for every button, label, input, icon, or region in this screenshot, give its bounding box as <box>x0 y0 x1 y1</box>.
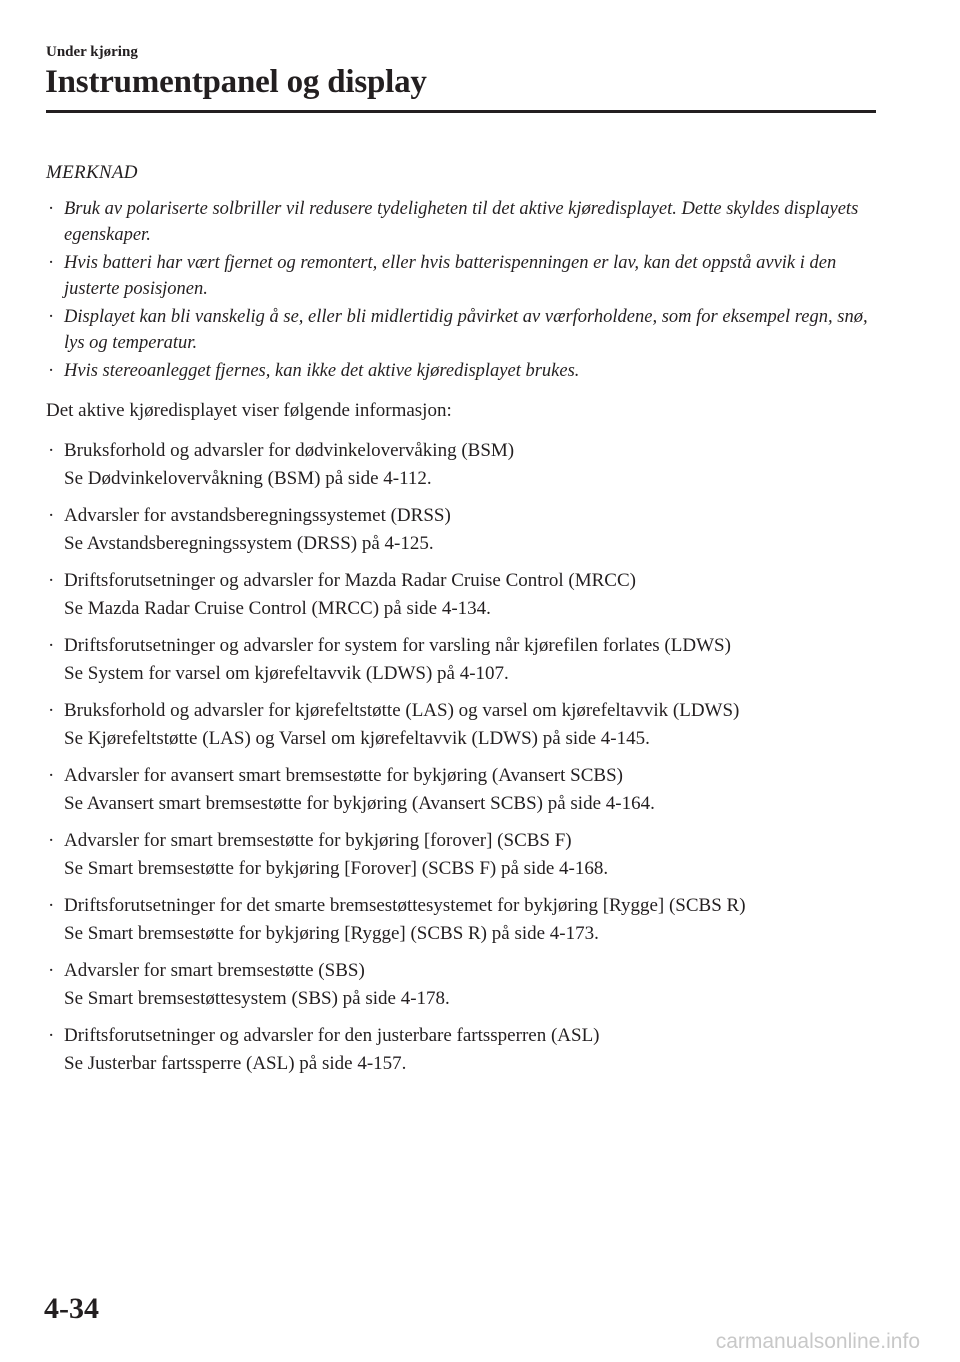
info-item <box>46 827 886 883</box>
info-reference: Se Justerbar fartssperre (ASL) på side 4-157. <box>64 1053 407 1074</box>
info-item <box>46 892 886 948</box>
info-reference: Se Kjørefeltstøtte (LAS) og Varsel om kjørefeltavvik (LDWS) på side 4-145. <box>64 728 650 749</box>
bullet-icon: · <box>48 253 55 273</box>
info-item <box>46 632 886 688</box>
info-reference: Se Avansert smart bremsestøtte for bykjøring (Avansert SCBS) på side 4-164. <box>64 793 655 814</box>
note-item <box>46 250 876 302</box>
info-reference: Se Dødvinkelovervåkning (BSM) på side 4-112. <box>64 468 432 489</box>
info-reference: Se Avstandsberegningssystem (DRSS) på 4-125. <box>64 533 434 554</box>
note-item <box>46 196 876 248</box>
page-number: 4-34 <box>44 1292 99 1325</box>
info-text: Advarsler for avstandsberegningssystemet (DRSS) <box>64 505 451 526</box>
bullet-icon: · <box>48 1025 55 1046</box>
bullet-icon: · <box>48 830 55 851</box>
watermark: carmanualsonline.info <box>715 1330 920 1353</box>
note-item <box>46 358 876 384</box>
intro-text: Det aktive kjøredisplayet viser følgende informasjon: <box>46 400 452 421</box>
info-reference: Se System for varsel om kjørefeltavvik (LDWS) på 4-107. <box>64 663 509 684</box>
bullet-icon: · <box>48 440 55 461</box>
note-heading: MERKNAD <box>46 162 138 183</box>
bullet-icon: · <box>48 505 55 526</box>
note-text: Displayet kan bli vanskelig å se, eller bli midlertidig påvirket av værforholdene, som for eksempel regn, snø, lys og temperatur. <box>64 307 868 353</box>
bullet-icon: · <box>48 361 55 381</box>
info-list <box>46 437 886 1087</box>
info-text: Advarsler for smart bremsestøtte (SBS) <box>64 960 365 981</box>
note-box <box>46 160 876 386</box>
info-text: Bruksforhold og advarsler for dødvinkelovervåking (BSM) <box>64 440 515 461</box>
info-reference: Se Smart bremsestøtte for bykjøring [Rygge] (SCBS R) på side 4-173. <box>64 923 599 944</box>
bullet-icon: · <box>48 199 55 219</box>
note-text: Hvis batteri har vært fjernet og remontert, eller hvis batterispenningen er lav, kan det oppstå avvik i den justerte posisjonen. <box>64 253 837 299</box>
info-reference: Se Smart bremsestøttesystem (SBS) på side 4-178. <box>64 988 450 1009</box>
info-text: Driftsforutsetninger og advarsler for system for varsling når kjørefilen forlates (LDWS) <box>64 635 731 656</box>
bullet-icon: · <box>48 307 55 327</box>
info-item <box>46 1022 886 1078</box>
note-list <box>46 196 876 384</box>
note-item <box>46 304 876 356</box>
chapter-title: Instrumentpanel og display <box>45 64 427 100</box>
info-text: Advarsler for smart bremsestøtte for bykjøring [forover] (SCBS F) <box>64 830 572 851</box>
info-item <box>46 502 886 558</box>
info-text: Driftsforutsetninger og advarsler for den justerbare fartssperren (ASL) <box>64 1025 600 1046</box>
bullet-icon: · <box>48 960 55 981</box>
info-item <box>46 437 886 493</box>
bullet-icon: · <box>48 765 55 786</box>
info-item <box>46 957 886 1013</box>
title-rule <box>46 110 876 113</box>
bullet-icon: · <box>48 635 55 656</box>
bullet-icon: · <box>48 570 55 591</box>
info-text: Driftsforutsetninger og advarsler for Mazda Radar Cruise Control (MRCC) <box>64 570 636 591</box>
info-item <box>46 762 886 818</box>
info-item <box>46 697 886 753</box>
info-reference: Se Smart bremsestøtte for bykjøring [Forover] (SCBS F) på side 4-168. <box>64 858 609 879</box>
info-reference: Se Mazda Radar Cruise Control (MRCC) på side 4-134. <box>64 598 491 619</box>
bullet-icon: · <box>48 700 55 721</box>
note-text: Bruk av polariserte solbriller vil redusere tydeligheten til det aktive kjøredisplayet. Dette skyldes displayets egenskaper. <box>64 199 859 245</box>
info-text: Driftsforutsetninger for det smarte bremsestøttesystemet for bykjøring [Rygge] (SCBS R) <box>64 895 746 916</box>
section-label: Under kjøring <box>46 44 138 60</box>
bullet-icon: · <box>48 895 55 916</box>
info-text: Advarsler for avansert smart bremsestøtte for bykjøring (Avansert SCBS) <box>64 765 623 786</box>
info-text: Bruksforhold og advarsler for kjørefeltstøtte (LAS) og varsel om kjørefeltavvik (LDWS) <box>64 700 740 721</box>
info-item <box>46 567 886 623</box>
note-text: Hvis stereoanlegget fjernes, kan ikke det aktive kjøredisplayet brukes. <box>64 361 580 381</box>
